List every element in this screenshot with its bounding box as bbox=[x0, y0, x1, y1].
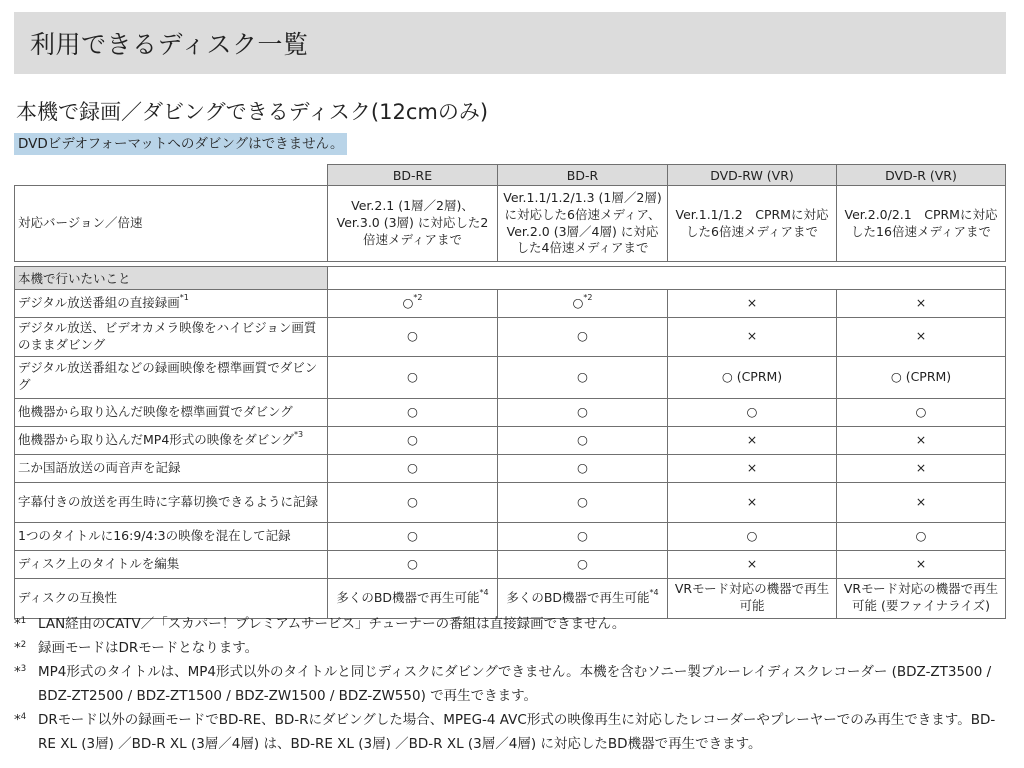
support-cell bbox=[328, 550, 498, 578]
support-cell bbox=[837, 356, 1006, 398]
support-value: ○ bbox=[577, 459, 588, 475]
feature-label bbox=[15, 454, 328, 482]
support-cell bbox=[328, 454, 498, 482]
footnote-ref: *1 bbox=[179, 293, 189, 303]
column-header: DVD-R (VR) bbox=[837, 165, 1006, 186]
support-value: ○ (CPRM) bbox=[721, 368, 783, 384]
support-cell bbox=[328, 426, 498, 454]
table-row bbox=[15, 482, 1006, 522]
feature-label bbox=[15, 426, 328, 454]
support-cell bbox=[837, 482, 1006, 522]
support-value: ○ bbox=[407, 403, 418, 419]
table-row bbox=[15, 318, 1006, 357]
support-value: ○ bbox=[915, 527, 927, 543]
feature-label-text: デジタル放送、ビデオカメラ映像をハイビジョン画質のままダビング bbox=[18, 320, 317, 352]
support-value: ○ bbox=[572, 295, 584, 311]
footnote-ref: *4 bbox=[479, 587, 489, 597]
support-value: × bbox=[746, 431, 758, 447]
version-cell: Ver.2.1 (1層／2層)、Ver.3.0 (3層) に対応した2倍速メディアまで bbox=[328, 186, 498, 262]
footnote-asterisk: * bbox=[14, 664, 21, 680]
table-row bbox=[15, 550, 1006, 578]
feature-label bbox=[15, 522, 328, 550]
support-value: × bbox=[746, 328, 758, 344]
footnote-asterisk: * bbox=[14, 712, 21, 728]
support-value: ○ bbox=[577, 403, 588, 419]
support-cell bbox=[837, 318, 1006, 357]
support-cell bbox=[837, 290, 1006, 318]
support-value: ○ bbox=[402, 295, 414, 311]
disc-compatibility-table bbox=[14, 164, 1006, 619]
table-row bbox=[15, 522, 1006, 550]
support-value: ○ bbox=[577, 555, 588, 571]
support-cell bbox=[837, 454, 1006, 482]
footnote-mark bbox=[14, 612, 38, 636]
footnote-ref: *3 bbox=[294, 429, 304, 439]
feature-label-text: 他機器から取り込んだ映像を標準画質でダビング bbox=[18, 403, 293, 419]
support-cell bbox=[668, 454, 837, 482]
support-value: × bbox=[915, 328, 927, 344]
support-value: ○ bbox=[746, 527, 758, 543]
section-header-empty bbox=[328, 267, 1006, 290]
table-row bbox=[15, 426, 1006, 454]
support-value: × bbox=[746, 295, 758, 311]
support-cell bbox=[498, 290, 668, 318]
table-row bbox=[15, 398, 1006, 426]
footnote-mark bbox=[14, 708, 38, 756]
feature-label-text: 他機器から取り込んだMP4形式の映像をダビング bbox=[18, 431, 295, 447]
support-value: 多くのBD機器で再生可能 bbox=[506, 589, 650, 605]
support-cell bbox=[837, 426, 1006, 454]
header-row bbox=[15, 165, 1006, 186]
footnote-ref: *4 bbox=[649, 587, 659, 597]
support-value: ○ bbox=[407, 328, 418, 344]
version-cell: Ver.1.1/1.2/1.3 (1層／2層) に対応した6倍速メディア、Ver.2.0 (3層／4層) に対応した4倍速メディアまで bbox=[498, 186, 668, 262]
version-row-label: 対応バージョン／倍速 bbox=[15, 186, 328, 262]
support-cell bbox=[668, 550, 837, 578]
support-value: ○ bbox=[407, 368, 418, 384]
version-row bbox=[15, 186, 1006, 262]
section-label: 本機で行いたいこと bbox=[15, 267, 328, 290]
feature-label bbox=[15, 550, 328, 578]
feature-label-text: デジタル放送番組などの録画映像を標準画質でダビング bbox=[18, 360, 318, 393]
footnote-asterisk: * bbox=[14, 640, 21, 656]
support-value: ○ bbox=[577, 527, 588, 543]
support-value: ○ bbox=[746, 403, 758, 419]
support-value: ○ bbox=[577, 431, 588, 447]
feature-label-text: ディスクの互換性 bbox=[18, 589, 118, 605]
footnote bbox=[14, 636, 1006, 660]
footnotes bbox=[14, 612, 1006, 756]
header-blank-cell bbox=[15, 165, 328, 186]
support-cell bbox=[328, 398, 498, 426]
support-cell bbox=[668, 426, 837, 454]
support-cell bbox=[837, 550, 1006, 578]
footnote-mark bbox=[14, 636, 38, 660]
support-value: ○ bbox=[577, 493, 588, 509]
section-header-row bbox=[15, 267, 1006, 290]
support-value: × bbox=[915, 555, 927, 571]
column-header: BD-RE bbox=[328, 165, 498, 186]
support-value: ○ (CPRM) bbox=[890, 368, 952, 384]
footnote-text: LAN経由のCATV／「スカパー！プレミアムサービス」チューナーの番組は直接録画できません。 bbox=[38, 616, 626, 632]
footnote-number: 1 bbox=[20, 616, 27, 626]
footnote bbox=[14, 612, 1006, 636]
support-value: × bbox=[746, 493, 758, 509]
support-value: × bbox=[915, 431, 927, 447]
support-cell bbox=[328, 482, 498, 522]
footnote bbox=[14, 660, 1006, 708]
support-value: VRモード対応の機器で再生可能 bbox=[674, 581, 830, 614]
footnote-number: 3 bbox=[20, 664, 27, 674]
footnote-text: MP4形式のタイトルは、MP4形式以外のタイトルと同じディスクにダビングできません。本機を含むソニー製ブルーレイディスクレコーダー (BDZ-ZT3500 / BDZ-ZT2500 / BDZ-ZT1500 / BDZ-ZW1500 / BDZ-ZW550) で再生できます。 bbox=[38, 664, 992, 704]
support-value: VRモード対応の機器で再生可能 (要ファイナライズ) bbox=[843, 581, 999, 614]
feature-label-text: 二か国語放送の両音声を記録 bbox=[18, 459, 181, 475]
section-subtitle: 本機で録画／ダビングできるディスク(12cmのみ) bbox=[16, 100, 489, 124]
table-row bbox=[15, 356, 1006, 398]
support-value: × bbox=[915, 295, 927, 311]
version-cell: Ver.2.0/2.1 CPRMに対応した16倍速メディアまで bbox=[837, 186, 1006, 262]
support-cell bbox=[328, 522, 498, 550]
support-value: ○ bbox=[577, 368, 588, 384]
footnote bbox=[14, 708, 1006, 756]
feature-label-text: ディスク上のタイトルを編集 bbox=[18, 555, 180, 571]
feature-label bbox=[15, 356, 328, 398]
support-value: ○ bbox=[407, 555, 418, 571]
support-cell bbox=[328, 290, 498, 318]
support-cell bbox=[668, 318, 837, 357]
support-cell bbox=[668, 398, 837, 426]
support-cell bbox=[668, 356, 837, 398]
column-header: DVD-RW (VR) bbox=[668, 165, 837, 186]
footnote-number: 4 bbox=[20, 712, 27, 722]
support-cell bbox=[498, 550, 668, 578]
feature-label bbox=[15, 482, 328, 522]
support-cell bbox=[837, 398, 1006, 426]
support-cell bbox=[668, 482, 837, 522]
feature-rows bbox=[15, 290, 1006, 619]
support-value: ○ bbox=[577, 328, 588, 344]
support-value: 多くのBD機器で再生可能 bbox=[336, 589, 480, 605]
support-value: × bbox=[915, 493, 927, 509]
footnote-ref: *2 bbox=[583, 293, 593, 303]
footnote-mark bbox=[14, 660, 38, 708]
support-value: ○ bbox=[407, 431, 418, 447]
support-value: ○ bbox=[407, 459, 418, 475]
support-cell bbox=[498, 482, 668, 522]
footnote-number: 2 bbox=[20, 640, 27, 650]
support-cell bbox=[498, 318, 668, 357]
footnote-ref: *2 bbox=[413, 293, 423, 303]
support-value: × bbox=[915, 459, 927, 475]
footnote-text: DRモード以外の録画モードでBD-RE、BD-Rにダビングした場合、MPEG-4 AVC形式の映像再生に対応したレコーダーやプレーヤーでのみ再生できます。BD-RE XL (3層) ／BD-R XL (3層／4層) は、BD-RE XL (3層) ／BD-R XL (3層／4層) に対応したBD機器で再生できます。 bbox=[38, 712, 996, 752]
support-value: × bbox=[746, 555, 758, 571]
page-title: 利用できるディスク一覧 bbox=[30, 30, 309, 59]
table-row bbox=[15, 454, 1006, 482]
table-row bbox=[15, 290, 1006, 318]
feature-label-text: 1つのタイトルに16:9/4:3の映像を混在して記録 bbox=[18, 527, 291, 543]
support-cell bbox=[498, 454, 668, 482]
footnote-asterisk: * bbox=[14, 616, 21, 632]
support-value: ○ bbox=[407, 493, 418, 509]
support-cell bbox=[498, 356, 668, 398]
feature-label bbox=[15, 398, 328, 426]
title-bar bbox=[14, 12, 1006, 74]
support-cell bbox=[328, 356, 498, 398]
feature-label bbox=[15, 318, 328, 357]
feature-label-text: 字幕付きの放送を再生時に字幕切換できるように記録 bbox=[18, 493, 319, 509]
support-cell bbox=[498, 522, 668, 550]
support-cell bbox=[498, 426, 668, 454]
column-header: BD-R bbox=[498, 165, 668, 186]
support-value: ○ bbox=[915, 403, 927, 419]
version-cell: Ver.1.1/1.2 CPRMに対応した6倍速メディアまで bbox=[668, 186, 837, 262]
support-cell bbox=[328, 318, 498, 357]
support-cell bbox=[668, 522, 837, 550]
support-value: × bbox=[746, 459, 758, 475]
feature-label bbox=[15, 290, 328, 318]
support-cell bbox=[498, 398, 668, 426]
support-cell bbox=[668, 290, 837, 318]
footnote-text: 録画モードはDRモードとなります。 bbox=[38, 640, 259, 656]
support-cell bbox=[837, 522, 1006, 550]
support-value: ○ bbox=[407, 527, 418, 543]
highlighted-note: DVDビデオフォーマットへのダビングはできません。 bbox=[14, 133, 347, 155]
feature-label-text: デジタル放送番組の直接録画 bbox=[18, 295, 180, 311]
